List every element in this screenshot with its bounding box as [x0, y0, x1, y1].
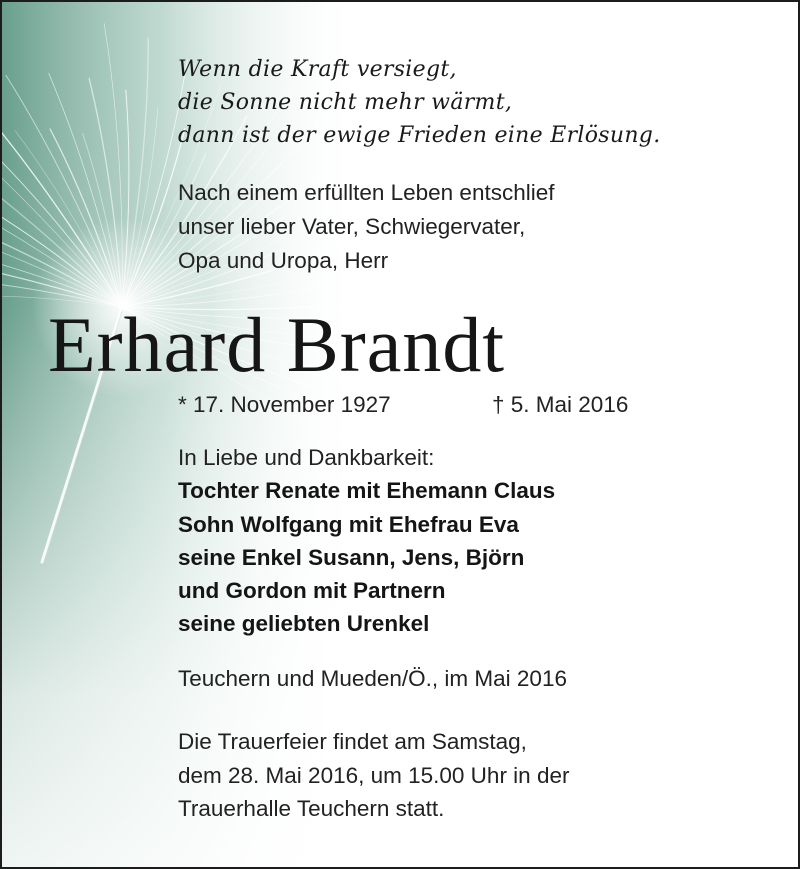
deceased-name: Erhard Brandt [48, 301, 506, 388]
mourner-line: Sohn Wolfgang mit Ehefrau Eva [178, 512, 519, 537]
service-line: dem 28. Mai 2016, um 15.00 Uhr in der [178, 763, 570, 788]
mourner-line: seine geliebten Urenkel [178, 611, 430, 636]
intro-line: Nach einem erfüllten Leben entschlief [178, 180, 555, 205]
quote-line: Wenn die Kraft versiegt, [178, 57, 457, 82]
quote-line: die Sonne nicht mehr wärmt, [178, 90, 513, 115]
quote-line: dann ist der ewige Frieden eine Erlösung. [178, 123, 661, 148]
mourner-line: Tochter Renate mit Ehemann Claus [178, 478, 556, 503]
service-line: Trauerhalle Teuchern statt. [178, 796, 445, 821]
mourner-line: seine Enkel Susann, Jens, Björn [178, 545, 525, 570]
intro-line: Opa und Uropa, Herr [178, 248, 389, 273]
service-line: Die Trauerfeier findet am Samstag, [178, 729, 527, 754]
birth-date: * 17. November 1927 [178, 392, 391, 417]
thanks-heading: In Liebe und Dankbarkeit: [178, 445, 435, 470]
mourner-line: und Gordon mit Partnern [178, 578, 446, 603]
place-date: Teuchern und Mueden/Ö., im Mai 2016 [178, 666, 567, 691]
death-date: † 5. Mai 2016 [492, 392, 629, 417]
intro-line: unser lieber Vater, Schwiegervater, [178, 214, 526, 239]
